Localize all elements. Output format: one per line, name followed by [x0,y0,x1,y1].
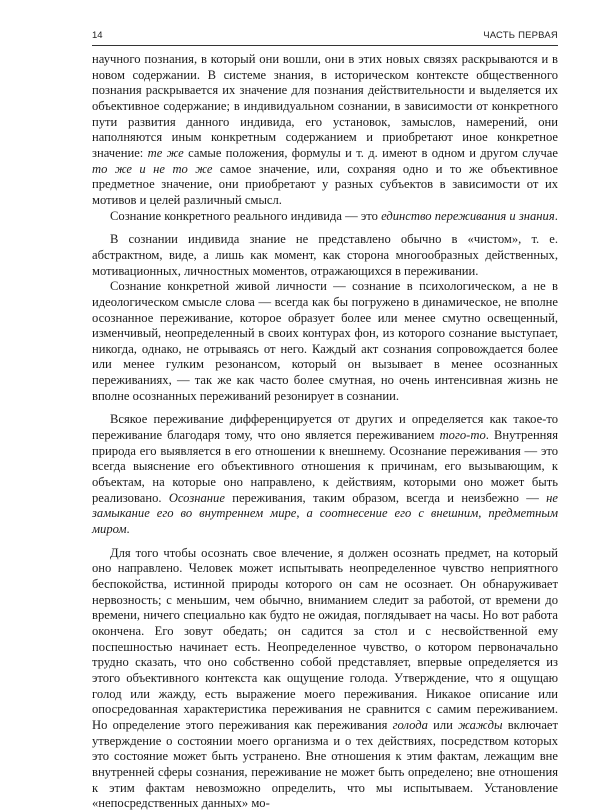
paragraph: Всякое переживание дифференцируется от других и определяется как такое-то переживание благодаря тому, что оно является переживанием того-то. Внутренняя природа его выявляется в его отношении к внешнему. Осознание переживания — это всегда выяснение его объективного отношения к причинам, его вызывающим, к объектам, на которые оно направлено, к действиям, которыми оно может быть реализовано. Осознание переживания, таким образом, всегда и неизбежно — не замыкание его во внутреннем мире, а соотнесение его с внешним, предметным миром. [92,412,559,537]
paragraph: Сознание конкретного реального индивида — это единство переживания и знания. [110,208,558,223]
paragraph: Для того чтобы осознать свое влечение, я должен осознать предмет, на который оно направлено. Человек может испытывать неопределенное чувство неприятного беспокойства, истинной природы которого он сам не осознает. Он обнаруживает нервозность; с меньшим, чем обычно, вниманием следит за работой, от времени до времени, ничего специально как будто не ожидая, поглядывает на часы. Но вот работа окончена. Его зовут обедать; он садится за стол и с несвойственной ему поспешностью начинает есть. Неопределенное чувство, о котором первоначально трудно сказать, что оно собственно собой представляет, впервые определяется из этого объективного контекста как ощущение голода. Утверждение, что я ощущаю голод или жажду, есть выражение моего переживания. Никакое описание или опосредованная характеристика переживания не сравнится с самим переживанием. Но определение этого переживания как переживания голода или жажды включает утверждение о состоянии моего организма и о тех действиях, посредством которых это состояние может быть устранено. Вне отношения к этим фактам, лежащим вне внутренней сферы сознания, переживание не может быть определено; вне отношения к этим фактам невозможно определить, что мы испытываем. Установление «непосредственных данных» мо- [92,545,559,811]
body-text [92,52,558,812]
paragraph: В сознании индивида знание не представлено обычно в «чистом», т. е. абстрактном, виде, а лишь как момент, как сторона многообразных действенных, мотивационных, личностных моментов, отражающихся в переживании. [92,232,558,278]
page-header [92,30,558,46]
header-rule [92,45,558,46]
paragraph-continued: научного познания, в который они вошли, они в этих новых связях раскрываются и в новом содержании. В системе знания, в историческом контексте общественного познания раскрывается их значение для познания действительности и выделяется их объективное содержание; в индивидуальном сознании, в зависимости от конкретного пути развития данного индивида, его установок, замыслов, намерений, они наполняются иным конкретным содержанием и приобретают иное конкретное значение: те же самые положения, формулы и т. д. имеют в одном и другом случае то же и не то же самое значение, или, сохраняя одно и то же объективное предметное значение, они приобретают у разных субъектов в зависимости от их мотивов и целей различный смысл. [92,52,558,207]
page-number: 14 [92,30,103,41]
running-head: ЧАСТЬ ПЕРВАЯ [483,30,558,41]
paragraph: Сознание конкретной живой личности — сознание в психологическом, а не в идеологическом смысле слова — всегда как бы погружено в динамическое, не вполне осознанное переживание, которое образует более или менее смутно освещенный, изменчивый, неопределенный в своих контурах фон, из которого сознание выступает, никогда, однако, не отрываясь от него. Каждый акт сознания сопровождается более или менее гулким резонансом, который он вызывает в менее осознанных переживаниях, — так же как часто более смутная, но очень интенсивная жизнь не вполне осознанных переживаний резонирует в сознании. [92,279,558,403]
